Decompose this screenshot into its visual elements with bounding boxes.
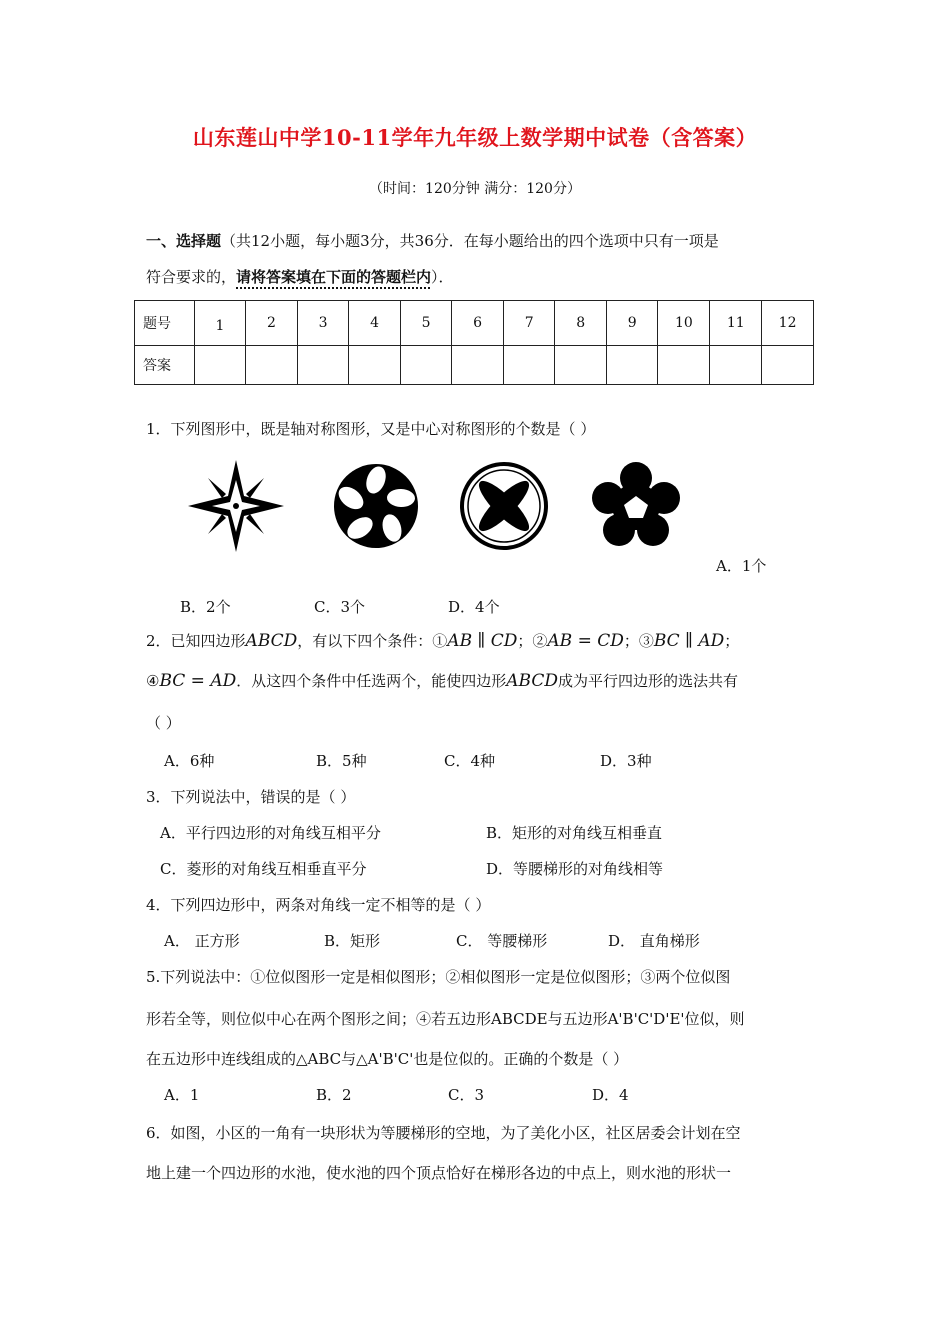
q2-option-c: C．4种 — [444, 752, 496, 770]
q1-option-a: A．1个 — [716, 557, 767, 575]
answer-table — [134, 300, 814, 385]
q3-option-b: B．矩形的对角线互相垂直 — [486, 824, 663, 842]
q4-option-b: B．矩形 — [324, 932, 381, 950]
number-cell: 11 — [710, 301, 762, 346]
answer-cell[interactable] — [762, 346, 814, 385]
q3-option-c: C．菱形的对角线互相垂直平分 — [160, 860, 367, 878]
answer-cell[interactable] — [400, 346, 452, 385]
number-cell: 1 — [194, 301, 246, 346]
q4-option-d: D． 直角梯形 — [608, 932, 700, 950]
q6-line2: 地上建一个四边形的水池，使水池的四个顶点恰好在梯形各边的中点上，则水池的形状一 — [146, 1164, 732, 1182]
q1-option-d: D．4个 — [448, 598, 500, 616]
number-cell: 8 — [555, 301, 607, 346]
number-cell: 7 — [503, 301, 555, 346]
bauhinia-figure — [326, 458, 426, 554]
answer-cell[interactable] — [555, 346, 607, 385]
answer-cell[interactable] — [452, 346, 504, 385]
answer-cell[interactable] — [297, 346, 349, 385]
table-row — [135, 346, 814, 385]
answer-cell[interactable] — [349, 346, 401, 385]
q2-line3: （ ） — [146, 714, 181, 732]
q5-line1: 5.下列说法中：①位似图形一定是相似图形；②相似图形一定是位似图形；③两个位似图 — [146, 968, 731, 986]
q3-option-d: D．等腰梯形的对角线相等 — [486, 860, 664, 878]
answer-cell[interactable] — [606, 346, 658, 385]
compass-star-figure — [186, 458, 286, 554]
number-cell: 2 — [246, 301, 298, 346]
q4-option-a: A． 正方形 — [164, 932, 240, 950]
q5-line2: 形若全等，则位似中心在两个图形之间；④若五边形ABCDE与五边形A'B'C'D'E'位似，则 — [146, 1010, 745, 1028]
q1-option-c: C．3个 — [314, 598, 366, 616]
q2-quad-name: ABCD — [245, 631, 298, 651]
q5-option-d: D．4 — [592, 1086, 629, 1104]
q2-text: ④ — [146, 672, 160, 690]
answer-cell[interactable] — [194, 346, 246, 385]
number-cell: 4 — [349, 301, 401, 346]
q2-quad-name: ABCD — [506, 671, 558, 691]
q2-text: ； — [724, 632, 740, 650]
q2-text: ，有以下四个条件：① — [297, 632, 448, 650]
q2-text: ；③ — [623, 632, 654, 650]
section-desc-2a: 符合要求的， — [146, 268, 237, 286]
number-cell: 9 — [606, 301, 658, 346]
number-cell: 3 — [297, 301, 349, 346]
row-label-answer: 答案 — [135, 346, 195, 385]
q2-text: 2．已知四边形 — [146, 632, 246, 650]
number-cell: 5 — [400, 301, 452, 346]
section-heading-line — [146, 230, 719, 251]
q5-option-a: A．1 — [164, 1086, 200, 1104]
section-desc-line2 — [146, 266, 454, 287]
q2-text: ；② — [517, 632, 548, 650]
q2-condition-4: BC = AD — [159, 671, 237, 691]
q2-text: 成为平行四边形的选法共有 — [557, 672, 738, 690]
q2-line1 — [146, 630, 739, 651]
q2-option-a: A．6种 — [164, 752, 215, 770]
exam-info: （时间：120分钟 满分：120分） — [369, 181, 581, 197]
q2-option-d: D．3种 — [600, 752, 652, 770]
pentagon-flower-figure — [586, 458, 686, 554]
q2-condition-1: AB ∥ CD — [447, 631, 518, 651]
q2-condition-2: AB = CD — [547, 631, 624, 651]
q2-text: ．从这四个条件中任选两个，能使四边形 — [236, 672, 507, 690]
number-cell: 10 — [658, 301, 710, 346]
q3-option-a: A．平行四边形的对角线互相平分 — [160, 824, 381, 842]
answer-cell[interactable] — [503, 346, 555, 385]
q3-stem: 3．下列说法中，错误的是（ ） — [146, 788, 356, 806]
q4-stem: 4．下列四边形中，两条对角线一定不相等的是（ ） — [146, 896, 491, 914]
table-row — [135, 301, 814, 346]
q1-option-b: B．2个 — [180, 598, 231, 616]
number-cell: 6 — [452, 301, 504, 346]
q5-option-b: B．2 — [316, 1086, 352, 1104]
section-desc-1: （共12小题，每小题3分，共36分．在每小题给出的四个选项中只有一项是 — [221, 232, 719, 250]
circle-petals-figure — [454, 458, 554, 554]
q1-stem: 1．下列图形中，既是轴对称图形，又是中心对称图形的个数是（ ） — [146, 420, 596, 438]
row-label-number: 题号 — [135, 301, 195, 346]
q2-option-b: B．5种 — [316, 752, 367, 770]
section-desc-2b: 请将答案填在下面的答题栏内 — [236, 268, 432, 286]
section-heading: 一、选择题 — [146, 232, 222, 250]
answer-cell[interactable] — [710, 346, 762, 385]
answer-cell[interactable] — [246, 346, 298, 385]
section-desc-2c: ）． — [431, 268, 454, 286]
q5-option-c: C．3 — [448, 1086, 485, 1104]
q2-line2 — [146, 670, 738, 691]
q6-line1: 6．如图，小区的一角有一块形状为等腰梯形的空地，为了美化小区，社区居委会计划在空 — [146, 1124, 741, 1142]
q4-option-c: C． 等腰梯形 — [456, 932, 548, 950]
number-cell: 12 — [762, 301, 814, 346]
answer-cell[interactable] — [658, 346, 710, 385]
q5-line3: 在五边形中连线组成的△ABC与△A'B'C'也是位似的。正确的个数是（ ） — [146, 1050, 629, 1068]
page-title: 山东莲山中学10-11学年九年级上数学期中试卷（含答案） — [192, 125, 758, 150]
q2-condition-3: BC ∥ AD — [653, 631, 725, 651]
